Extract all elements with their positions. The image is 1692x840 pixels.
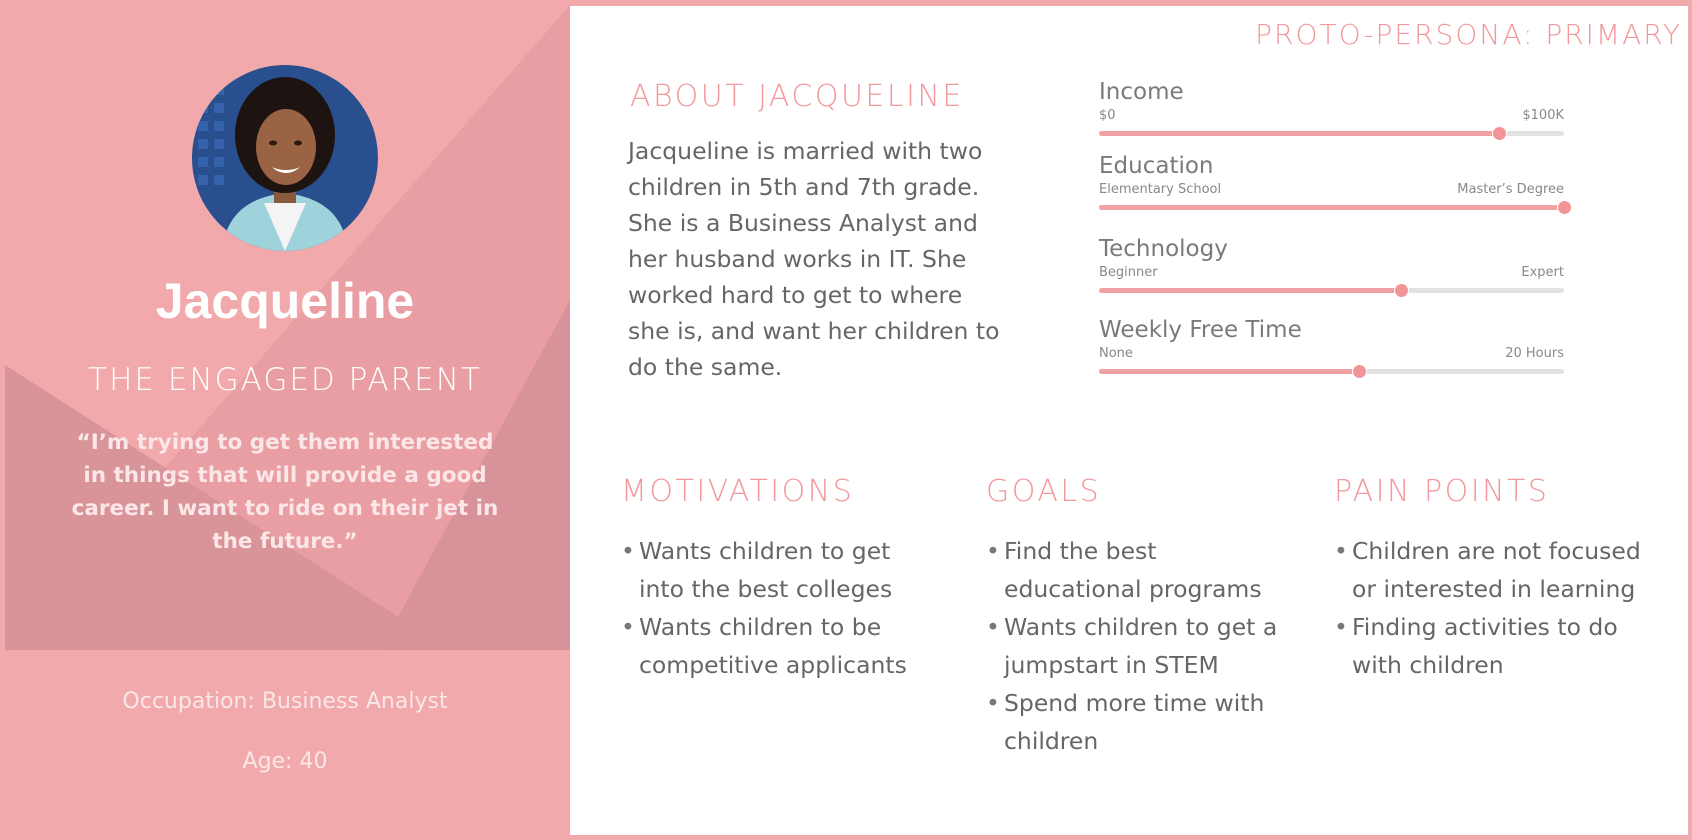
slider-income [1099, 79, 1564, 136]
slider-min-label: $0 [1099, 108, 1116, 123]
slider-min-label: Elementary School [1099, 182, 1222, 197]
slider-track [1099, 205, 1564, 210]
slider-free-time [1099, 317, 1564, 374]
slider-technology [1099, 236, 1564, 293]
persona-archetype: THE ENGAGED PARENT [88, 362, 482, 398]
motivations-title: MOTIVATIONS [621, 474, 855, 509]
slider-max-label: Master’s Degree [1457, 182, 1564, 197]
slider-label: Income [1099, 79, 1184, 105]
persona-type-label: PROTO-PERSONA: PRIMARY [1255, 18, 1682, 51]
list-item: • Find the best educational programs [986, 532, 1286, 608]
slider-thumb [1557, 200, 1572, 215]
goals-list [986, 532, 1286, 760]
persona-name: Jacqueline [155, 273, 415, 329]
slider-fill [1099, 288, 1401, 293]
goals-title: GOALS [986, 474, 1102, 509]
persona-occupation: Occupation: Business Analyst [122, 689, 448, 714]
slider-fill [1099, 369, 1359, 374]
slider-track [1099, 369, 1564, 374]
list-item: • Children are not focused or interested in learning [1334, 532, 1644, 608]
about-text: Jacqueline is married with two children in 5th and 7th grade. She is a Business Analyst and her husband works in IT. She worked hard to get to where she is, and want her children to do the same. [628, 137, 1000, 381]
slider-label: Technology [1099, 236, 1228, 262]
slider-fill [1099, 131, 1499, 136]
person-photo-icon [192, 65, 378, 251]
avatar [192, 65, 378, 251]
list-item: • Finding activities to do with children [1334, 608, 1644, 684]
persona-age: Age: 40 [242, 749, 328, 774]
pain-points-list [1334, 532, 1644, 684]
slider-min-label: None [1099, 346, 1133, 361]
list-item: • Spend more time with children [986, 684, 1286, 760]
persona-quote: “I’m trying to get them interested in things that will provide a good career. I want to ride on their jet in the future.” [71, 430, 499, 554]
list-item: • Wants children to get into the best colleges [621, 532, 921, 608]
persona-details-card [570, 6, 1688, 835]
slider-label: Education [1099, 153, 1214, 179]
slider-thumb [1352, 364, 1367, 379]
persona-panel [0, 0, 570, 840]
slider-thumb [1492, 126, 1507, 141]
list-item: • Wants children to get a jumpstart in STEM [986, 608, 1286, 684]
slider-min-label: Beginner [1099, 265, 1158, 280]
slider-education [1099, 153, 1564, 210]
slider-thumb [1394, 283, 1409, 298]
slider-track [1099, 288, 1564, 293]
pain-points-title: PAIN POINTS [1334, 474, 1550, 509]
about-title: ABOUT JACQUELINE [630, 79, 964, 114]
slider-max-label: $100K [1522, 108, 1564, 123]
motivations-list [621, 532, 921, 684]
slider-label: Weekly Free Time [1099, 317, 1302, 343]
slider-fill [1099, 205, 1564, 210]
slider-max-label: 20 Hours [1505, 346, 1564, 361]
slider-track [1099, 131, 1564, 136]
list-item: • Wants children to be competitive applicants [621, 608, 921, 684]
slider-max-label: Expert [1521, 265, 1564, 280]
